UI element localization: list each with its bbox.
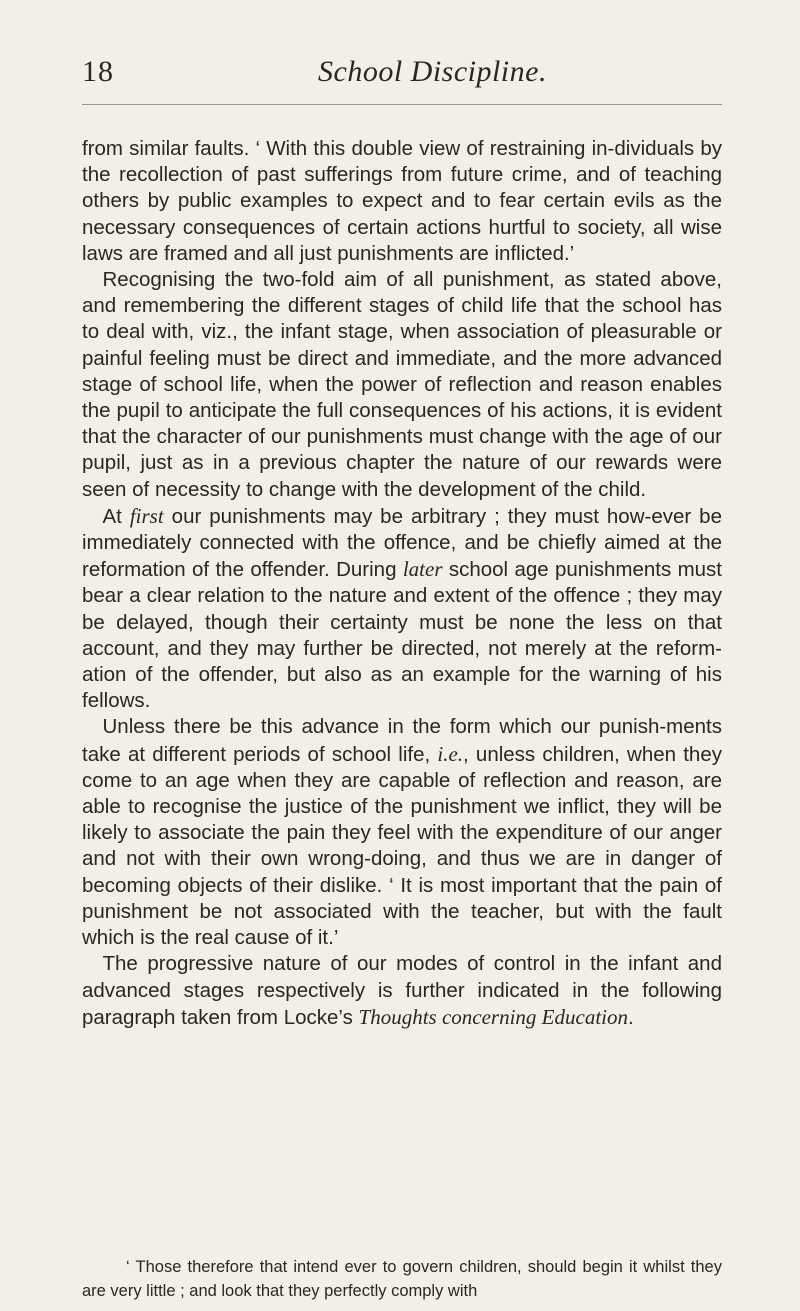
paragraph-1	[82, 136, 722, 267]
body-text	[82, 136, 722, 1031]
emphasis-first: first	[129, 503, 164, 528]
header-rule	[82, 104, 722, 105]
paragraph-3-text-b: our punishments may be arbitrary ; they must how-ever be immediately connected with the offence, and be chiefly aimed at the reformation of the offender. During	[82, 504, 722, 582]
paragraph-5	[82, 951, 722, 1031]
block-quote	[82, 1255, 722, 1303]
running-title: School Discipline.	[318, 55, 547, 88]
paragraph-1-text: from similar faults. ‘ With this double view of restraining in-dividuals by the recollection of past sufferings from future crime, and of teaching others by public examples to expect and to fear certain evils as the necessary consequences of certain actions hurtful to society, all wise laws are framed and all just punishments are inflicted.’	[82, 137, 722, 265]
paragraph-2-text: Recognising the two-fold aim of all punishment, as stated above, and remembering the different stages of child life that the school has to deal with, viz., the infant stage, when association of pleasurable or painful feeling must be direct and immediate, and the more advanced stage of school life, when the power of reflection and reason enables the pupil to anticipate the full consequences of his actions, it is evident that the character of our punishments must change with the age of our pupil, just as in a previous chapter the nature of our rewards were seen of necessity to change with the development of the child.	[82, 268, 722, 501]
running-head	[0, 0, 800, 110]
paragraph-2	[82, 267, 722, 503]
emphasis-later: later	[402, 557, 443, 582]
book-title-reference: Thoughts concerning Education	[358, 1004, 629, 1029]
paragraph-3-text-c: school age punishments must bear a clear relation to the nature and extent of the offence ; they may be delayed, though their certainty must be none the less on that account, and they may further be directed, not merely at the reform-ation of the offender, but also as an example for the warning of his fellows.	[82, 558, 723, 713]
paragraph-5-text-b: .	[628, 1005, 634, 1029]
emphasis-ie: i.e.	[437, 741, 464, 766]
paragraph-3	[82, 503, 722, 715]
paragraph-4	[82, 714, 722, 951]
paragraph-5-text-a: The progressive nature of our modes of control in the infant and advanced stages respectively is further indicated in the following paragraph taken from Locke’s	[82, 952, 722, 1029]
paragraph-3-text-a: At	[102, 504, 130, 528]
page-number: 18	[82, 55, 114, 88]
paragraph-4-text-b: , unless children, when they come to an age when they are capable of reflection and reason, are able to recognise the justice of the punishment we inflict, they will be likely to associate the pain they feel with the expenditure of our anger and not with their own wrong-doing, and thus we are in danger of becoming objects of their dislike. ‘ It is most important that the pain of punishment be not associated with the teacher, but with the fault which is the real cause of it.’	[82, 742, 722, 950]
block-quote-text: ‘ Those therefore that intend ever to govern children, should begin it whilst they are very little ; and look that they perfectly comply with	[82, 1258, 722, 1300]
paragraph-4-text-a: Unless there be this advance in the form which our punish-ments take at different periods of school life,	[82, 715, 722, 766]
